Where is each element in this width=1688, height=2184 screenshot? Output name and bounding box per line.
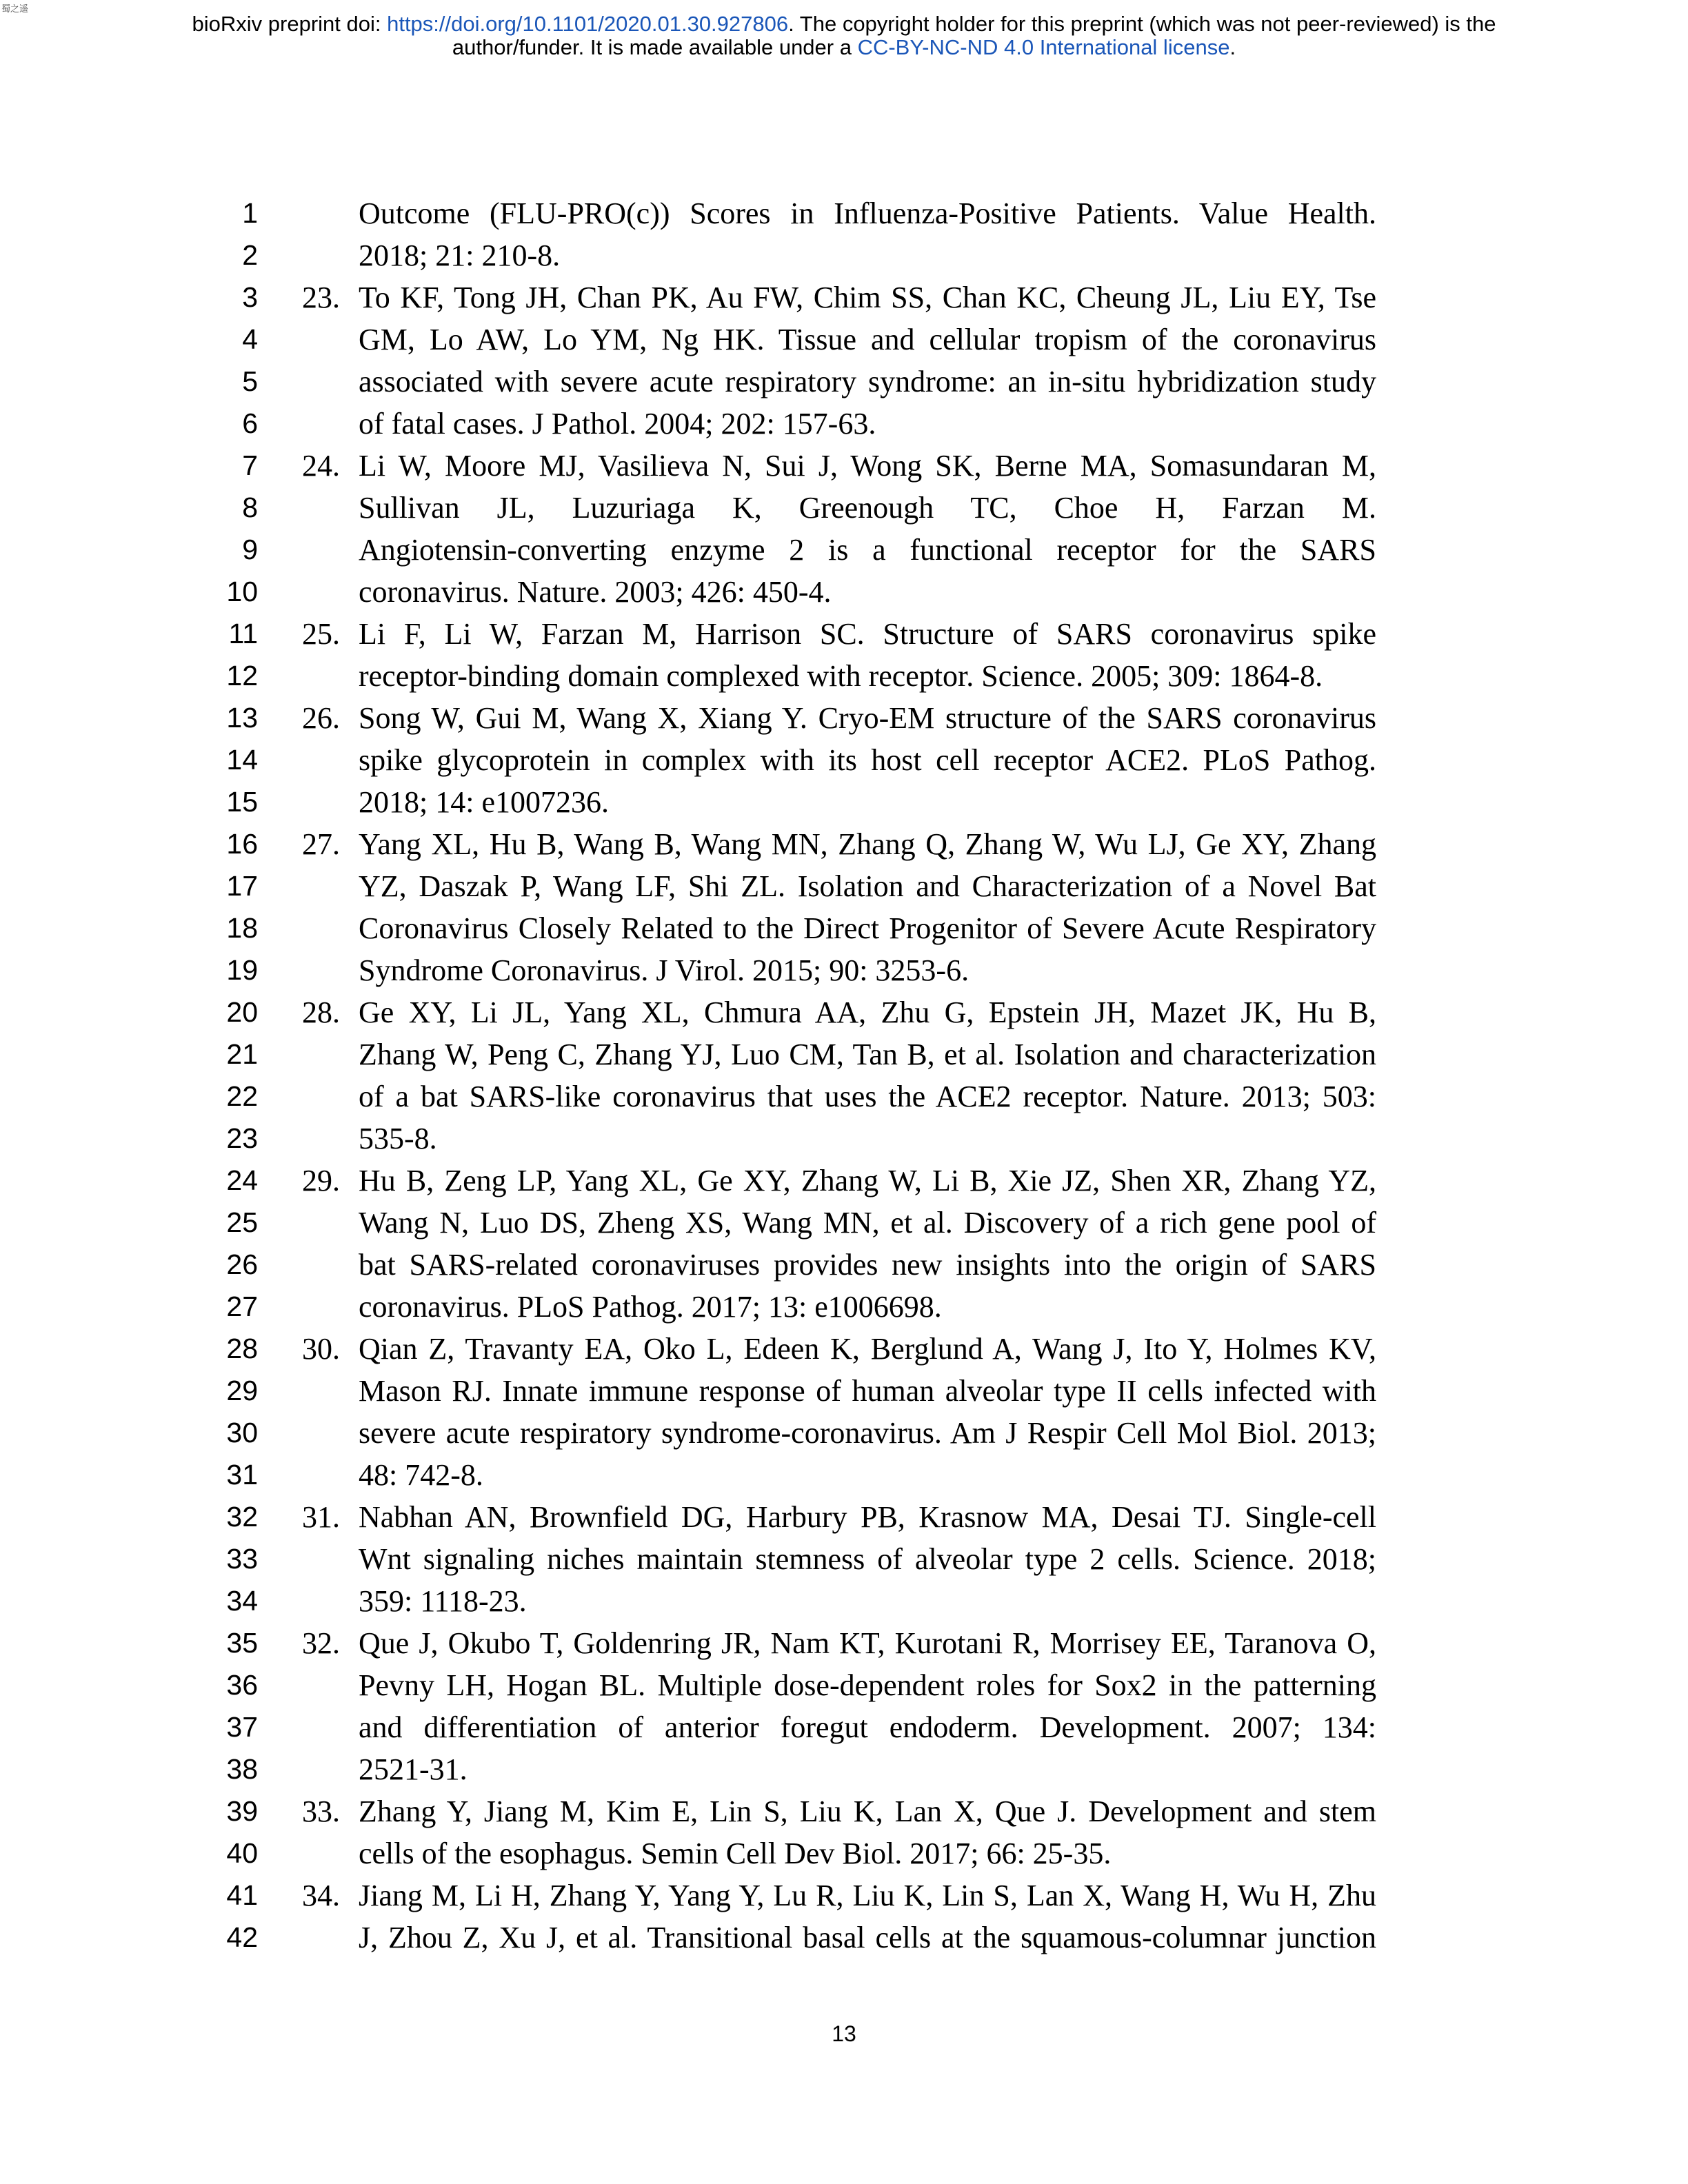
- reference-text: Outcome (FLU-PRO(c)) Scores in Influenza-Positive Patients. Value Health.: [359, 196, 1376, 230]
- reference-text: 2521-31.: [359, 1752, 468, 1786]
- manuscript-line: [0, 276, 1688, 318]
- line-number: 35: [226, 1627, 258, 1659]
- manuscript-line: [0, 1033, 1688, 1075]
- manuscript-line: [0, 1706, 1688, 1748]
- line-number: 31: [226, 1459, 258, 1490]
- reference-text: 535-8.: [359, 1122, 437, 1155]
- line-number: 38: [226, 1753, 258, 1785]
- reference-text: Wnt signaling niches maintain stemness of alveolar type 2 cells. Science. 2018;: [359, 1542, 1376, 1576]
- manuscript-line: [0, 907, 1688, 949]
- manuscript-line: [0, 1874, 1688, 1917]
- line-number: 3: [242, 281, 258, 313]
- manuscript-line: [0, 1496, 1688, 1538]
- line-number: 40: [226, 1837, 258, 1869]
- manuscript-line: [0, 865, 1688, 907]
- manuscript-line: [0, 1664, 1688, 1706]
- manuscript-line: [0, 1538, 1688, 1580]
- manuscript-line: [0, 487, 1688, 529]
- reference-text: To KF, Tong JH, Chan PK, Au FW, Chim SS, Chan KC, Cheung JL, Liu EY, Tse: [359, 281, 1376, 314]
- reference-number: 26.: [302, 701, 340, 735]
- reference-text: GM, Lo AW, Lo YM, Ng HK. Tissue and cellular tropism of the coronavirus: [359, 323, 1376, 356]
- manuscript-line: [0, 318, 1688, 361]
- line-number: 41: [226, 1879, 258, 1911]
- reference-text: and differentiation of anterior foregut endoderm. Development. 2007; 134:: [359, 1710, 1376, 1744]
- line-number: 17: [226, 870, 258, 902]
- reference-text: Song W, Gui M, Wang X, Xiang Y. Cryo-EM structure of the SARS coronavirus: [359, 701, 1376, 735]
- header-middle: . The copyright holder for this preprint (which was not peer-reviewed) is the: [788, 12, 1496, 36]
- manuscript-line: [0, 781, 1688, 823]
- manuscript-line: [0, 697, 1688, 739]
- reference-text: Zhang Y, Jiang M, Kim E, Lin S, Liu K, Lan X, Que J. Development and stem: [359, 1794, 1376, 1828]
- manuscript-line: [0, 1622, 1688, 1664]
- reference-text: Angiotensin-converting enzyme 2 is a functional receptor for the SARS: [359, 533, 1376, 567]
- line-number: 22: [226, 1080, 258, 1112]
- reference-text: 359: 1118-23.: [359, 1584, 527, 1618]
- line-number: 42: [226, 1921, 258, 1953]
- header-prefix: bioRxiv preprint doi:: [192, 12, 388, 36]
- manuscript-line: [0, 529, 1688, 571]
- manuscript-line: [0, 655, 1688, 697]
- reference-text: Yang XL, Hu B, Wang B, Wang MN, Zhang Q, Zhang W, Wu LJ, Ge XY, Zhang: [359, 827, 1376, 861]
- reference-text: Coronavirus Closely Related to the Direct Progenitor of Severe Acute Respiratory: [359, 911, 1376, 945]
- line-number: 29: [226, 1375, 258, 1406]
- line-number: 8: [242, 492, 258, 523]
- manuscript-line: [0, 1118, 1688, 1160]
- reference-text: J, Zhou Z, Xu J, et al. Transitional basal cells at the squamous-columnar junction: [359, 1921, 1376, 1954]
- line-number: 7: [242, 449, 258, 481]
- reference-number: 34.: [302, 1879, 340, 1912]
- reference-number: 32.: [302, 1626, 340, 1660]
- line-number: 10: [226, 576, 258, 607]
- line-number: 19: [226, 954, 258, 986]
- line-number: 24: [226, 1164, 258, 1196]
- reference-text: 2018; 14: e1007236.: [359, 785, 609, 819]
- manuscript-line: [0, 1580, 1688, 1622]
- manuscript-line: [0, 361, 1688, 403]
- line-number: 36: [226, 1669, 258, 1701]
- reference-text: Jiang M, Li H, Zhang Y, Yang Y, Lu R, Liu K, Lin S, Lan X, Wang H, Wu H, Zhu: [359, 1879, 1376, 1912]
- reference-text: coronavirus. PLoS Pathog. 2017; 13: e1006698.: [359, 1290, 942, 1324]
- reference-text: of a bat SARS-like coronavirus that uses the ACE2 receptor. Nature. 2013; 503:: [359, 1080, 1376, 1113]
- manuscript-line: [0, 234, 1688, 276]
- reference-text: Hu B, Zeng LP, Yang XL, Ge XY, Zhang W, Li B, Xie JZ, Shen XR, Zhang YZ,: [359, 1164, 1376, 1197]
- manuscript-line: [0, 823, 1688, 865]
- reference-text: Zhang W, Peng C, Zhang YJ, Luo CM, Tan B, et al. Isolation and characterization: [359, 1038, 1376, 1071]
- manuscript-line: [0, 403, 1688, 445]
- line-number: 26: [226, 1248, 258, 1280]
- header-line2-prefix: author/funder. It is made available under a: [452, 35, 858, 59]
- license-link[interactable]: CC-BY-NC-ND 4.0 International license: [857, 35, 1230, 59]
- reference-text: Wang N, Luo DS, Zheng XS, Wang MN, et al. Discovery of a rich gene pool of: [359, 1206, 1376, 1240]
- manuscript-line: [0, 949, 1688, 991]
- page-number: 13: [832, 2021, 856, 2046]
- reference-text: 2018; 21: 210-8.: [359, 239, 561, 272]
- corner-watermark: 蜀之遥: [1, 4, 29, 14]
- line-number: 21: [226, 1038, 258, 1070]
- reference-number: 33.: [302, 1794, 340, 1828]
- line-number: 37: [226, 1711, 258, 1743]
- line-number: 12: [226, 660, 258, 691]
- reference-text: Li W, Moore MJ, Vasilieva N, Sui J, Wong SK, Berne MA, Somasundaran M,: [359, 449, 1376, 483]
- line-number: 34: [226, 1585, 258, 1617]
- line-number: 39: [226, 1795, 258, 1827]
- reference-text: bat SARS-related coronaviruses provides new insights into the origin of SARS: [359, 1248, 1376, 1282]
- reference-text: associated with severe acute respiratory syndrome: an in-situ hybridization study: [359, 365, 1376, 398]
- manuscript-line: [0, 1244, 1688, 1286]
- line-number: 2: [242, 239, 258, 271]
- reference-text: cells of the esophagus. Semin Cell Dev Biol. 2017; 66: 25-35.: [359, 1837, 1112, 1870]
- reference-text: Nabhan AN, Brownfield DG, Harbury PB, Krasnow MA, Desai TJ. Single-cell: [359, 1500, 1376, 1534]
- manuscript-line: [0, 571, 1688, 613]
- line-number: 25: [226, 1206, 258, 1238]
- line-number: 9: [242, 534, 258, 565]
- reference-text: 48: 742-8.: [359, 1458, 483, 1492]
- line-number: 27: [226, 1291, 258, 1322]
- reference-text: Li F, Li W, Farzan M, Harrison SC. Structure of SARS coronavirus spike: [359, 617, 1376, 651]
- reference-text: Qian Z, Travanty EA, Oko L, Edeen K, Berglund A, Wang J, Ito Y, Holmes KV,: [359, 1332, 1376, 1366]
- reference-text: spike glycoprotein in complex with its host cell receptor ACE2. PLoS Pathog.: [359, 743, 1376, 777]
- reference-text: Ge XY, Li JL, Yang XL, Chmura AA, Zhu G, Epstein JH, Mazet JK, Hu B,: [359, 995, 1376, 1029]
- reference-text: of fatal cases. J Pathol. 2004; 202: 157-63.: [359, 407, 876, 441]
- line-number: 20: [226, 996, 258, 1028]
- reference-text: Pevny LH, Hogan BL. Multiple dose-dependent roles for Sox2 in the patterning: [359, 1668, 1376, 1702]
- line-number: 33: [226, 1543, 258, 1575]
- line-number: 5: [242, 365, 258, 397]
- reference-text: YZ, Daszak P, Wang LF, Shi ZL. Isolation and Characterization of a Novel Bat: [359, 869, 1376, 903]
- header-line-2: [0, 36, 1688, 59]
- manuscript-line: [0, 1917, 1688, 1959]
- reference-number: 23.: [302, 281, 340, 314]
- line-number: 15: [226, 786, 258, 818]
- line-number: 32: [226, 1501, 258, 1533]
- reference-number: 30.: [302, 1332, 340, 1366]
- reference-text: Mason RJ. Innate immune response of human alveolar type II cells infected with: [359, 1374, 1376, 1408]
- preprint-header: [0, 12, 1688, 59]
- reference-text: receptor-binding domain complexed with receptor. Science. 2005; 309: 1864-8.: [359, 659, 1323, 693]
- reference-number: 29.: [302, 1164, 340, 1197]
- manuscript-line: [0, 1328, 1688, 1370]
- reference-text: coronavirus. Nature. 2003; 426: 450-4.: [359, 575, 832, 609]
- manuscript-line: [0, 445, 1688, 487]
- line-number: 28: [226, 1333, 258, 1364]
- line-number: 6: [242, 407, 258, 439]
- manuscript-line: [0, 1790, 1688, 1832]
- line-number: 16: [226, 828, 258, 860]
- reference-number: 28.: [302, 995, 340, 1029]
- reference-text: severe acute respiratory syndrome-coronavirus. Am J Respir Cell Mol Biol. 2013;: [359, 1416, 1376, 1450]
- line-number: 18: [226, 912, 258, 944]
- line-number: 14: [226, 744, 258, 776]
- line-number: 30: [226, 1417, 258, 1448]
- manuscript-line: [0, 1370, 1688, 1412]
- manuscript-line: [0, 991, 1688, 1033]
- manuscript-line: [0, 1748, 1688, 1790]
- reference-text: Sullivan JL, Luzuriaga K, Greenough TC, Choe H, Farzan M.: [359, 491, 1376, 525]
- reference-text: Que J, Okubo T, Goldenring JR, Nam KT, Kurotani R, Morrisey EE, Taranova O,: [359, 1626, 1376, 1660]
- line-number: 13: [226, 702, 258, 734]
- manuscript-line: [0, 1412, 1688, 1454]
- manuscript-line: [0, 613, 1688, 655]
- reference-number: 27.: [302, 827, 340, 861]
- reference-number: 31.: [302, 1500, 340, 1534]
- manuscript-line: [0, 1286, 1688, 1328]
- line-number: 4: [242, 323, 258, 355]
- reference-list: [0, 192, 1688, 1959]
- manuscript-line: [0, 739, 1688, 781]
- manuscript-line: [0, 1832, 1688, 1874]
- line-number: 11: [228, 618, 258, 649]
- line-number: 1: [242, 197, 258, 229]
- doi-link[interactable]: https://doi.org/10.1101/2020.01.30.927806: [387, 12, 789, 36]
- manuscript-line: [0, 1454, 1688, 1496]
- header-line-1: [0, 12, 1688, 36]
- line-number: 23: [226, 1122, 258, 1154]
- reference-number: 24.: [302, 449, 340, 483]
- reference-text: Syndrome Coronavirus. J Virol. 2015; 90: 3253-6.: [359, 953, 969, 987]
- manuscript-line: [0, 1075, 1688, 1118]
- manuscript-line: [0, 192, 1688, 234]
- manuscript-line: [0, 1202, 1688, 1244]
- reference-number: 25.: [302, 617, 340, 651]
- header-line2-suffix: .: [1229, 35, 1236, 59]
- manuscript-line: [0, 1160, 1688, 1202]
